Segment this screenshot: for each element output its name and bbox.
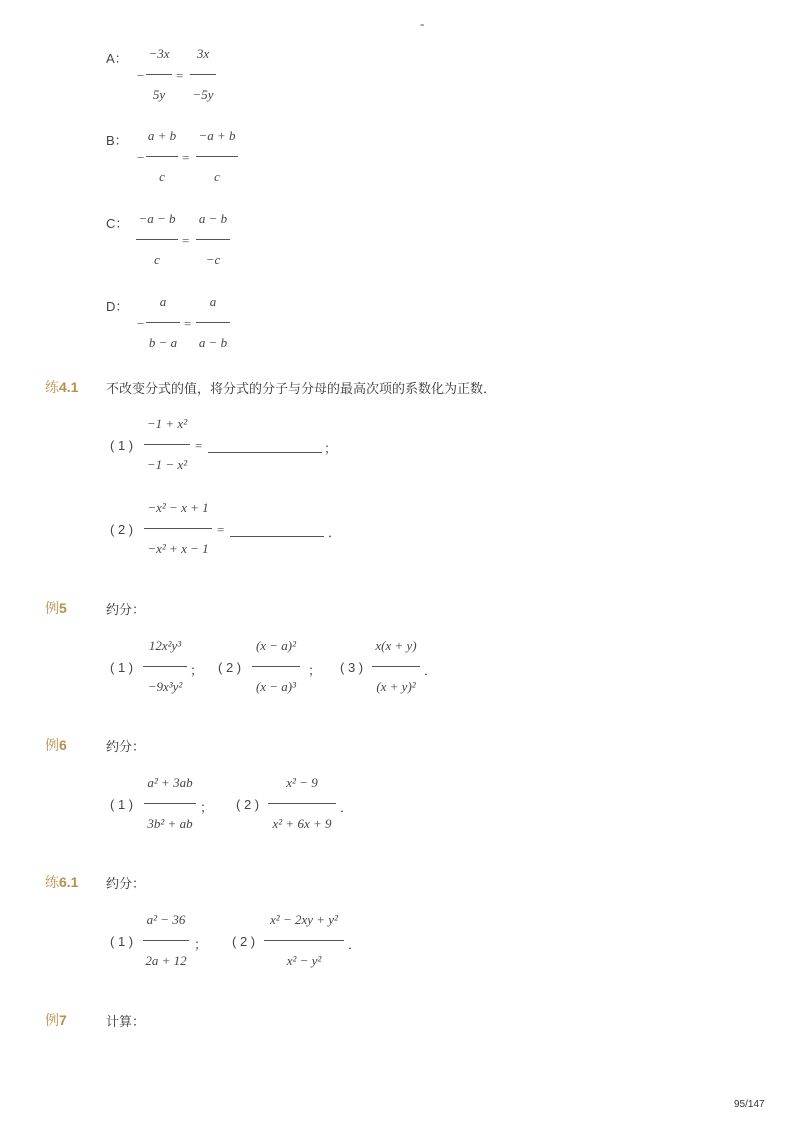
- example-5-item-1-fraction: [143, 638, 187, 695]
- header-mark: -: [420, 16, 425, 31]
- example-5-item-3-num: x(x + y): [375, 638, 417, 653]
- option-b-label: B：: [106, 133, 128, 148]
- option-b-lhs-den: c: [159, 169, 165, 184]
- example-6-tag: 例6: [45, 737, 67, 753]
- example-5-tag: 例5: [45, 600, 67, 616]
- option-a-rhs-den: −5y: [192, 87, 214, 102]
- example-5-item-2-den: (x − a)³: [255, 679, 297, 694]
- example-5-item-1-end: ；: [190, 663, 204, 678]
- example-6-item-2-label: ( 2 ): [236, 797, 260, 812]
- example-5-item-3-label: ( 3 ): [340, 660, 364, 675]
- exercise-6-1-item-2-num: x² − 2xy + y²: [270, 912, 338, 927]
- example-6-item-2-den: x² + 6x + 9: [272, 816, 332, 831]
- exercise-4-1-item-1-equals: =: [195, 438, 203, 453]
- example-5-item-2-num: (x − a)²: [255, 638, 297, 653]
- option-c-equals: =: [182, 233, 190, 248]
- example-5-item-3-fraction: [372, 638, 420, 695]
- option-d-label: D：: [106, 299, 129, 314]
- exercise-4-1-item-2-den: −x² + x − 1: [147, 541, 209, 556]
- exercise-6-1-item-2-end: ．: [348, 937, 362, 952]
- exercise-4-1-item-2-label: ( 2 ): [110, 522, 134, 537]
- option-a-equals: =: [176, 68, 184, 83]
- exercise-4-1-item-1-den: −1 − x²: [146, 457, 188, 472]
- option-b-rhs-fraction: [196, 128, 238, 185]
- option-d-equals: =: [184, 316, 192, 331]
- exercise-6-1-item-1-num: a² − 36: [146, 912, 186, 927]
- exercise-4-1-item-2-num: −x² − x + 1: [147, 500, 209, 515]
- option-d-lhs-num: a: [159, 294, 167, 309]
- example-5-item-1-num: 12x²y³: [148, 638, 182, 653]
- exercise-6-1-item-1-den: 2a + 12: [145, 953, 187, 968]
- option-d-lhs-den: b − a: [148, 335, 178, 350]
- exercise-6-1-item-2-label: ( 2 ): [232, 934, 256, 949]
- option-c-lhs-fraction: [136, 211, 178, 268]
- exercise-6-1-item-2-fraction: [264, 912, 344, 969]
- option-a-lhs-sign: −: [137, 68, 145, 83]
- option-d-rhs-num: a: [209, 294, 217, 309]
- option-b-equals: =: [182, 150, 190, 165]
- example-5-item-2-label: ( 2 ): [218, 660, 242, 675]
- exercise-4-1-item-2-fraction: [144, 500, 212, 557]
- option-c-label: C：: [106, 216, 129, 231]
- exercise-6-1-item-1-fraction: [143, 912, 189, 969]
- option-a-lhs-den: 5y: [152, 87, 166, 102]
- example-5-item-1-den: −9x³y²: [147, 679, 183, 694]
- exercise-6-1-tag: 练6.1: [45, 874, 79, 890]
- exercise-4-1-text: 不改变分式的值，将分式的分子与分母的最高次项的系数化为正数．: [106, 381, 497, 396]
- example-6-item-1-num: a² + 3ab: [147, 775, 193, 790]
- exercise-6-1-text: 约分：: [106, 876, 146, 891]
- example-5-item-3-end: ．: [424, 663, 438, 678]
- option-d-lhs-fraction: [146, 294, 180, 351]
- example-6-item-2-fraction: [268, 775, 336, 832]
- option-b-rhs-den: c: [214, 169, 220, 184]
- option-d-lhs-sign: −: [137, 316, 145, 331]
- option-b-lhs-sign: −: [137, 150, 145, 165]
- example-6-text: 约分：: [106, 739, 146, 754]
- example-6-item-1-fraction: [144, 775, 196, 832]
- example-6-item-2-end: ．: [340, 800, 354, 815]
- exercise-4-1-item-1-label: ( 1 ): [110, 438, 134, 453]
- example-7-tag: 例7: [45, 1012, 67, 1028]
- example-6-item-1-den: 3b² + ab: [147, 816, 193, 831]
- example-5-item-3-den: (x + y)²: [376, 679, 416, 694]
- exercise-4-1-item-2-end: ．: [328, 525, 342, 540]
- page-number: 95/147: [734, 1099, 765, 1110]
- option-c-rhs-den: −c: [205, 252, 221, 267]
- option-b-lhs-fraction: [146, 128, 178, 185]
- option-a-label: A：: [106, 51, 128, 66]
- option-c-rhs-num: a − b: [198, 211, 228, 226]
- option-c-lhs-num: −a − b: [138, 211, 176, 226]
- exercise-4-1-tag: 练4.1: [45, 379, 79, 395]
- option-c-lhs-den: c: [154, 252, 160, 267]
- exercise-4-1-item-1-end: ；: [324, 441, 338, 456]
- option-b-rhs-num: −a + b: [198, 128, 236, 143]
- option-c-rhs-fraction: [196, 211, 230, 268]
- example-5-item-2-fraction: [252, 638, 300, 695]
- example-7-text: 计算：: [106, 1014, 146, 1029]
- option-a-lhs-fraction: [146, 46, 172, 103]
- exercise-6-1-item-1-label: ( 1 ): [110, 934, 134, 949]
- option-a-rhs-fraction: [190, 46, 216, 103]
- option-d-rhs-den: a − b: [198, 335, 228, 350]
- option-d-rhs-fraction: [196, 294, 230, 351]
- exercise-4-1-item-2-answer-blank[interactable]: [230, 536, 324, 537]
- option-a-lhs-num: −3x: [148, 46, 170, 61]
- example-6-item-1-end: ；: [200, 800, 214, 815]
- exercise-4-1-item-1-answer-blank[interactable]: [208, 452, 322, 453]
- example-6-item-1-label: ( 1 ): [110, 797, 134, 812]
- example-5-text: 约分：: [106, 602, 146, 617]
- example-6-item-2-num: x² − 9: [286, 775, 318, 790]
- exercise-4-1-item-1-fraction: [144, 416, 190, 473]
- option-a-rhs-num: 3x: [196, 46, 210, 61]
- option-b-lhs-num: a + b: [147, 128, 177, 143]
- exercise-4-1-item-2-equals: =: [217, 522, 225, 537]
- exercise-4-1-item-1-num: −1 + x²: [146, 416, 188, 431]
- example-5-item-2-end: ；: [308, 663, 322, 678]
- example-5-item-1-label: ( 1 ): [110, 660, 134, 675]
- exercise-6-1-item-1-end: ；: [194, 937, 208, 952]
- exercise-6-1-item-2-den: x² − y²: [286, 953, 322, 968]
